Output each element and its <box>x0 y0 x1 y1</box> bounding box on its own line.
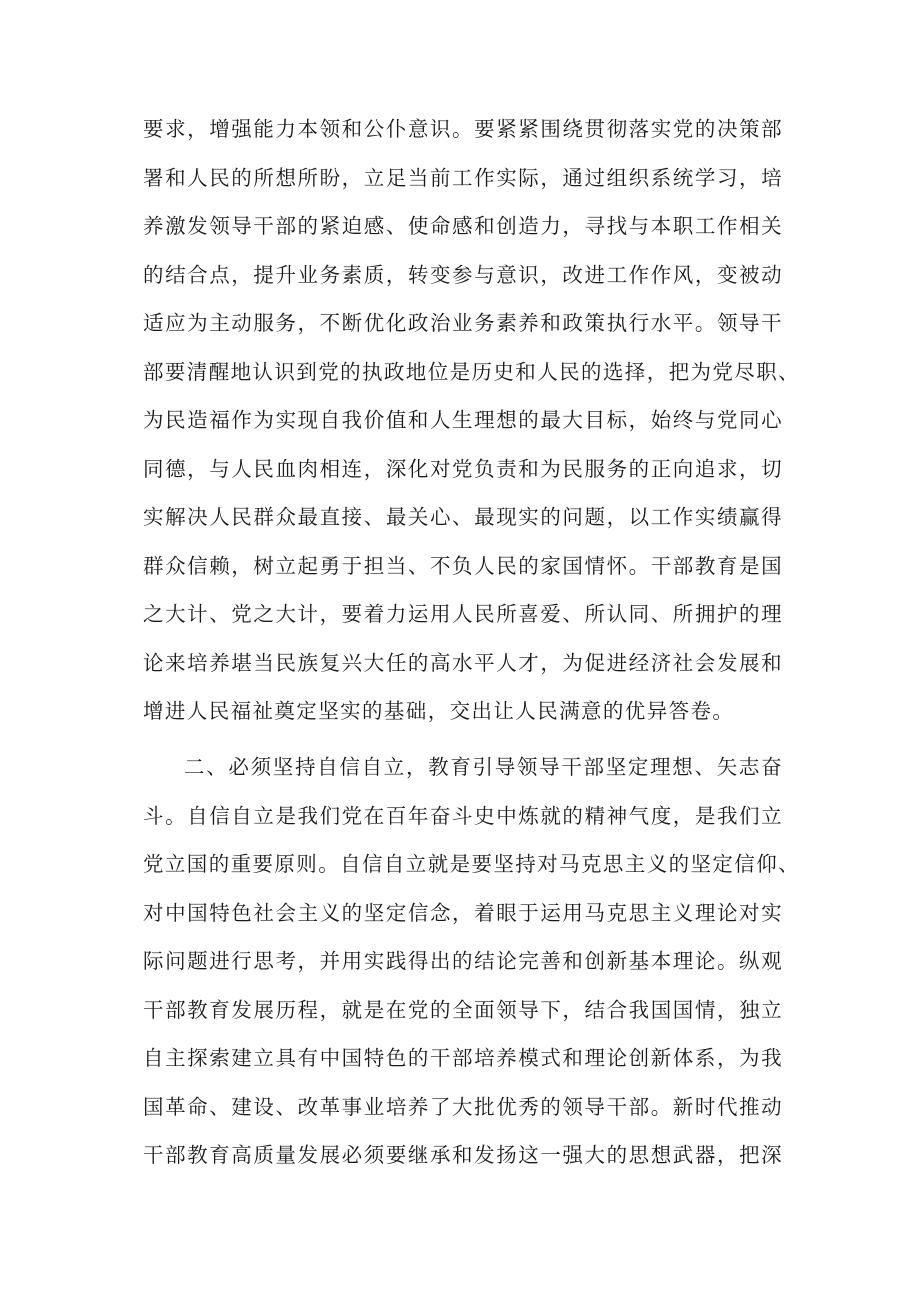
paragraph-line: 适应为主动服务，不断优化政治业务素养和政策执行水平。领导干 <box>143 311 783 335</box>
section-heading-line: 二、必须坚持自信自立，教育引导领导干部坚定理想、矢志奋 <box>184 755 783 779</box>
paragraph-line: 增进人民福祉奠定坚实的基础，交出让人民满意的优异答卷。 <box>143 699 735 723</box>
paragraph-line: 国革命、建设、改革事业培养了大批优秀的领导干部。新时代推动 <box>143 1094 783 1119</box>
paragraph-line: 之大计、党之大计，要着力运用人民所喜爱、所认同、所拥护的理 <box>143 602 783 626</box>
paragraph-line: 干部教育发展历程，就是在党的全面领导下，结合我国国情，独立 <box>143 997 783 1022</box>
paragraph-1 <box>143 105 800 736</box>
paragraph-line: 实解决人民群众最直接、最关心、最现实的问题，以工作实绩赢得 <box>143 505 783 529</box>
paragraph-line: 部要清醒地认识到党的执政地位是历史和人民的选择，把为党尽职、 <box>143 359 800 384</box>
paragraph-line: 署和人民的所想所盼，立足当前工作实际，通过组织系统学习，培 <box>143 165 783 190</box>
paragraph-line: 自主探索建立具有中国特色的干部培养模式和理论创新体系，为我 <box>143 1046 783 1070</box>
paragraph-line: 论来培养堪当民族复兴大任的高水平人才，为促进经济社会发展和 <box>143 650 783 675</box>
paragraph-line: 党立国的重要原则。自信自立就是要坚持对马克思主义的坚定信仰、 <box>143 852 800 876</box>
paragraph-line: 群众信赖，树立起勇于担当、不负人民的家国情怀。干部教育是国 <box>143 553 783 578</box>
paragraph-line: 对中国特色社会主义的坚定信念，着眼于运用马克思主义理论对实 <box>143 900 783 925</box>
paragraph-line: 斗。自信自立是我们党在百年奋斗史中炼就的精神气度，是我们立 <box>143 803 783 828</box>
paragraph-line: 养激发领导干部的紧迫感、使命感和创造力，寻找与本职工作相关 <box>143 214 783 238</box>
paragraph-line: 的结合点，提升业务素质，转变参与意识，改进工作作风，变被动 <box>143 262 783 287</box>
paragraph-line: 干部教育高质量发展必须要继承和发扬这一强大的思想武器，把深 <box>143 1143 783 1167</box>
paragraph-line: 际问题进行思考，并用实践得出的结论完善和创新基本理论。纵观 <box>143 949 783 973</box>
paragraph-2 <box>143 743 800 1180</box>
paragraph-line: 要求，增强能力本领和公仆意识。要紧紧围绕贯彻落实党的决策部 <box>143 117 783 141</box>
paragraph-line: 同德，与人民血肉相连，深化对党负责和为民服务的正向追求，切 <box>143 456 783 481</box>
paragraph-line: 为民造福作为实现自我价值和人生理想的最大目标，始终与党同心 <box>143 408 783 432</box>
